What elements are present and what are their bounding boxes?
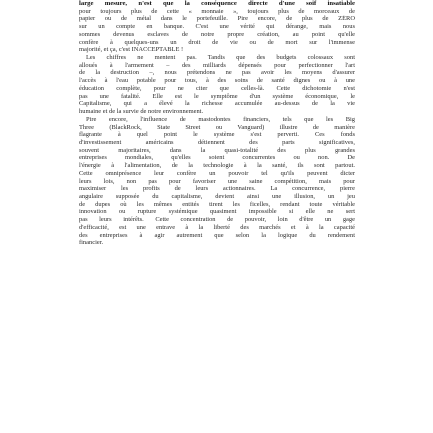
text-line: souvent majoritaires, dans la quasi-totalité des plus grandes — [79, 146, 355, 154]
text-line: majorité, et ça, c'est INACCEPTABLE ! — [79, 46, 184, 54]
text-line: papier ou de métal dans le portefeuille. Pire encore, de plus de ZÉRO — [79, 15, 355, 23]
text-line: flagrante à quel point le système s'est perverti. Ces fonds — [79, 131, 355, 139]
text-line: maximiser les profits de leurs actionnaires. La concurrence, pierre — [79, 185, 355, 193]
text-line: des entreprises à agir autrement que selon la logique du rendement — [79, 231, 355, 239]
text-line: alloués à l'armement – des milliards dépensés pour perfectionner l'art — [79, 61, 355, 69]
text-line: innovation ou rupture systémique quasiment impossible si elle ne sert — [79, 208, 355, 216]
text-line: pas une fatalité. Elle est le symptôme d'un système économique, le — [79, 92, 355, 100]
text-line: éducation complète, pour ne citer que celles-là. Cette dichotomie n'est — [79, 84, 355, 92]
text-line: de la destruction –, nous prétendons ne pas avoir les moyens d'assurer — [79, 69, 355, 77]
text-line: l'accès à l'eau potable pour tous, à des soins de santé dignes ou à une — [79, 77, 355, 85]
text-line: Pire encore, l'influence de mastodontes financiers, tels que les Big — [86, 115, 355, 123]
text-line: financier. — [79, 239, 104, 247]
text-line: angulaire supposée du capitalisme, devient ainsi une illusion, un jeu — [79, 192, 355, 200]
text-line: d'investissement américains détiennent des parts significatives, — [79, 138, 355, 146]
text-line: sommes devenus esclaves de notre propre création, au point qu'elle — [79, 30, 355, 38]
text-line: leurs lois, non pas pour favoriser une saine compétition, mais pour — [79, 177, 355, 185]
text-line: Three (BlackRock, State Street ou Vanguard) illustre de manière — [79, 123, 355, 131]
text-line: de dupes où les mêmes entités tirent les ficelles, rendant toute véritable — [79, 200, 355, 208]
text-line: humaine et de la survie de notre environnement. — [79, 108, 204, 116]
text-line: l'énergie à l'alimentation, de la technologie à la santé, ils sont partout. — [79, 162, 355, 170]
text-line: Cette omniprésence leur confère un pouvoir tel qu'ils peuvent dicter — [79, 169, 355, 177]
text-line: Les chiffres ne mentent pas. Tandis que des budgets colossaux sont — [86, 54, 355, 62]
text-line: pour toujours plus de cette « monnaie », toujours plus de morceaux de — [79, 7, 355, 15]
text-line: sur un compte en banque. C'est une vérité qui dérange, mais nous — [79, 23, 355, 31]
text-line: large mesure, n'est que la conséquence directe d'une soif insatiable — [79, 0, 355, 7]
text-line: d'efficacité, est une entrave à la liberté des marchés et à la capacité — [79, 223, 355, 231]
text-line: pas leurs intérêts. Cette concentration de pouvoir, loin d'être un gage — [79, 216, 355, 224]
article-column — [79, 0, 355, 247]
text-line: confère à quelques-uns un droit de vie ou de mort sur l'immense — [79, 38, 355, 46]
text-line: Capitalisme, qui a élevé la richesse accumulée au-dessus de la vie — [79, 100, 355, 108]
text-line: entreprises mondiales, qu'elles soient concurrentes ou non. De — [79, 154, 355, 162]
